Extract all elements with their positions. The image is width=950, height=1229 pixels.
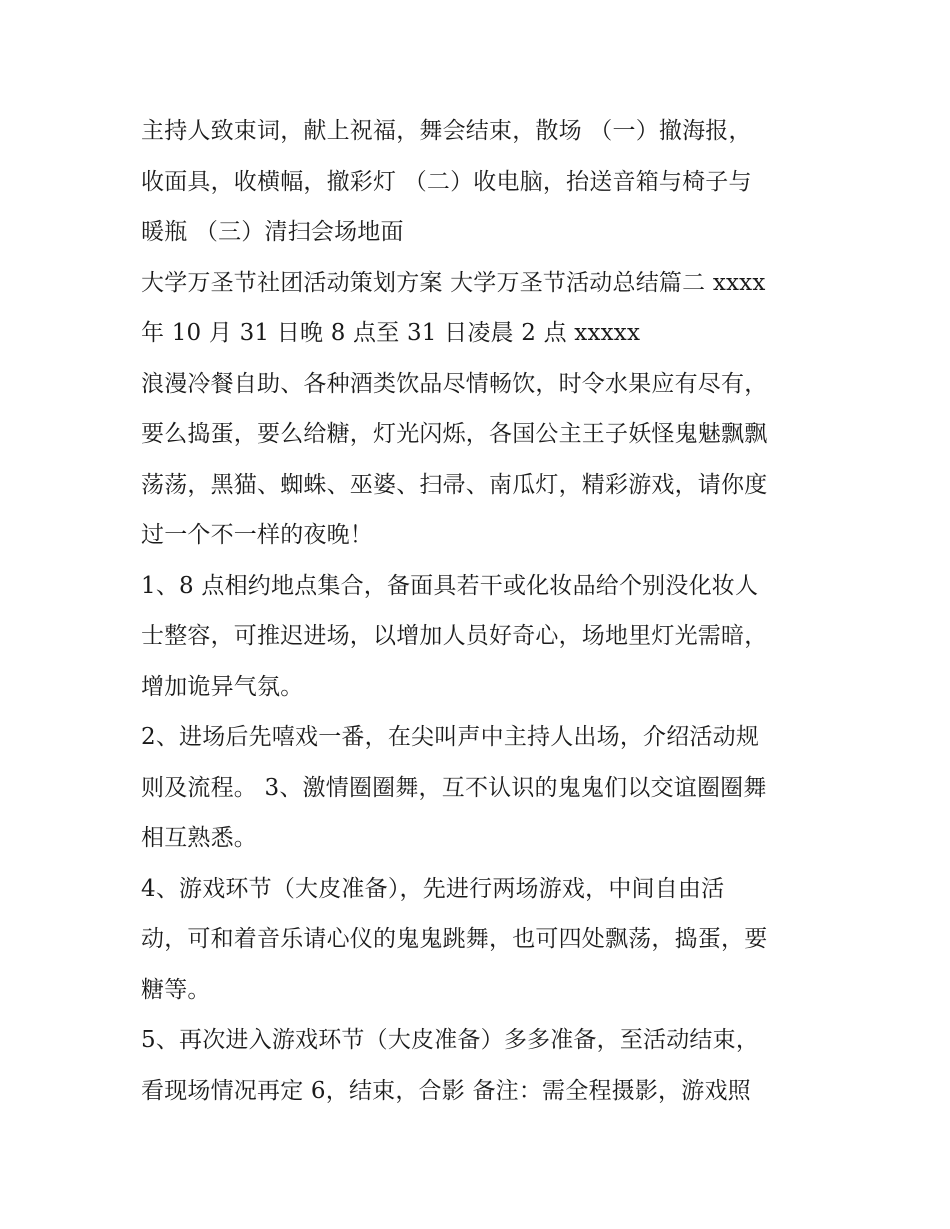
text-line: 暖瓶 （三）清扫会场地面 xyxy=(141,219,404,245)
text-line: 相互熟悉。 xyxy=(141,825,257,851)
document-body xyxy=(141,106,821,1116)
text-line: 增加诡异气氛。 xyxy=(141,673,304,700)
text-line: 动，可和着音乐请心仪的鬼鬼跳舞，也可四处飘荡，捣蛋，要 xyxy=(141,926,768,952)
text-line: 2、进场后先嘻戏一番，在尖叫声中主持人出场，介绍活动规 xyxy=(141,724,760,750)
text-line: 过一个不一样的夜晚！ xyxy=(141,522,373,548)
text-line: 看现场情况再定 6，结束，合影 备注：需全程摄影，游戏照 xyxy=(141,1077,751,1104)
text-line: 糖等。 xyxy=(141,976,211,1003)
text-line: 5、再次进入游戏环节（大皮准备）多多准备，至活动结束， xyxy=(141,1027,760,1053)
text-line: 则及流程。 3、激情圈圈舞，互不认识的鬼鬼们以交谊圈圈舞 xyxy=(141,774,767,801)
text-line: 4、游戏环节（大皮准备），先进行两场游戏，中间自由活 xyxy=(141,875,725,902)
text-line: 收面具，收横幅，撤彩灯 （二）收电脑，抬送音箱与椅子与 xyxy=(141,168,752,195)
text-line: 主持人致束词，献上祝福，舞会结束，散场 （一）撤海报， xyxy=(141,118,752,144)
text-line: 荡荡，黑猫、蜘蛛、巫婆、扫帚、南瓜灯，精彩游戏，请你度 xyxy=(141,471,768,498)
text-line: 年 10 月 31 日晚 8 点至 31 日凌晨 2 点 xxxxx xyxy=(141,320,641,346)
text-line: 大学万圣节社团活动策划方案 大学万圣节活动总结篇二 xxxx xyxy=(141,269,766,296)
text-line: 1、8 点相约地点集合，备面具若干或化妆品给个别没化妆人 xyxy=(141,572,759,599)
text-line: 士整容，可推迟进场，以增加人员好奇心，场地里灯光需暗， xyxy=(141,623,768,649)
text-line: 要么捣蛋，要么给糖，灯光闪烁，各国公主王子妖怪鬼魅飘飘 xyxy=(141,421,768,447)
text-line: 浪漫冷餐自助、各种酒类饮品尽情畅饮，时令水果应有尽有， xyxy=(141,370,768,397)
